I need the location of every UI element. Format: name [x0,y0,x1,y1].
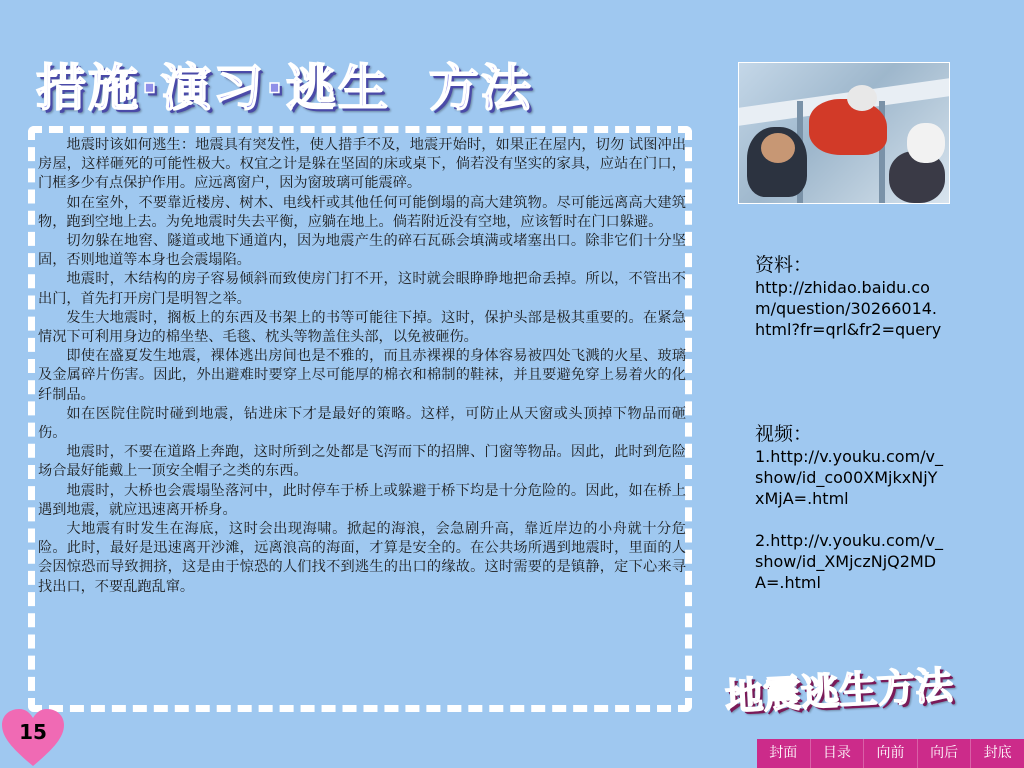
page-number-badge [0,708,66,768]
references-block [755,254,945,340]
article-paragraph: 切勿躲在地窖、隧道或地下通道内，因为地震产生的碎石瓦砾会填满或堵塞出口。除非它们十分坚固，否则地道等本身也会震塌陷。 [38,233,686,269]
nav-cover-button[interactable]: 封面 [769,745,798,761]
slide-subtitle: 地震逃生方法 [724,663,955,719]
nav-back-cover-button[interactable]: 封底 [970,739,1024,768]
article-paragraph: 如在室外，不要靠近楼房、树木、电线杆或其他任何可能倒塌的高大建筑物。尽可能远离高大建筑物，跑到空地上去。为免地震时失去平衡，应躺在地上。倘若附近没有空地，应该暂时在门口躲避。 [38,194,686,230]
video-link-2[interactable]: 2.http://v.youku.com/v_show/id_XMjczNjQ2MDA=.html [755,531,944,592]
article-paragraph: 发生大地震时，搁板上的东西及书架上的书等可能往下掉。这时，保护头部是极其重要的。在紧急情况下可利用身边的棉坐垫、毛毯、枕头等物盖住头部，以免被砸伤。 [38,309,686,346]
article-paragraph: 地震时，大桥也会震塌坠落河中，此时停车于桥上或躲避于桥下均是十分危险的。因此，如在桥上遇到地震，就应迅速离开桥身。 [38,482,686,518]
article-paragraph: 地震时，木结构的房子容易倾斜而致使房门打不开，这时就会眼睁睁地把命丢掉。所以，不管出不出门，首先打开房门是明智之举。 [38,271,686,307]
photo-figure [907,123,945,163]
video-link-1[interactable]: 1.http://v.youku.com/v_show/id_co00XMjkxNjYxMjA=.html [755,447,944,508]
videos-heading: 视频： [755,423,813,445]
article-paragraph: 大地震有时发生在海底，这时会出现海啸。掀起的海浪，会急剧升高，靠近岸边的小舟就十分危险。此时，最好是迅速离开沙滩，远离浪高的海面，才算是安全的。在公共场所遇到地震时，里面的人会因惊恐而导致拥挤，这是由于惊恐的人们找不到逃生的出口的缘故。这时需要的是镇静，定下心来寻找出口，不要乱跑乱窜。 [38,521,686,595]
reference-link[interactable]: http://zhidao.baidu.com/question/30266014.html?fr=qrl&fr2=query [755,278,942,339]
article-paragraph: 即使在盛夏发生地震，裸体逃出房间也是不雅的，而且赤裸裸的身体容易被四处飞溅的火星、玻璃及金属碎片伤害。因此，外出避难时要穿上尽可能厚的棉衣和棉制的鞋袜，并且要避免穿上易着火的化纤制品。 [38,348,686,403]
nav-contents-button[interactable]: 目录 [810,739,864,768]
nav-next-button[interactable]: 向后 [917,739,971,768]
page-number: 15 [19,720,47,744]
photo-figure [809,99,887,155]
nav-previous-button[interactable]: 向前 [863,739,917,768]
article-body [38,136,686,597]
photo-helmet [847,85,877,111]
videos-block [755,423,945,593]
photo-figure-head [761,133,795,163]
article-paragraph: 地震时，不要在道路上奔跑，这时所到之处都是飞泻而下的招牌、门窗等物品。因此，此时到危险场合最好能戴上一顶安全帽子之类的东西。 [38,444,686,480]
article-paragraph: 如在医院住院时碰到地震，钻进床下才是最好的策略。这样，可防止从天窗或头顶掉下物品而砸伤。 [38,405,686,442]
article-paragraph: 地震时该如何逃生：地震具有突发性，使人措手不及，地震开始时，如果正在屋内，切勿 试图冲出房屋，这样砸死的可能性极大。权宜之计是躲在坚固的床或桌下，倘若没有坚实的家具，应站在门口，门框多少有点保护作用。应远离窗户，因为窗玻璃可能震碎。 [38,137,686,192]
earthquake-drill-photo [738,62,950,204]
slide-navigation-bar [757,739,1024,768]
references-heading: 资料： [755,254,813,276]
slide-title: 措施·演习·逃生 方法 [36,59,533,117]
